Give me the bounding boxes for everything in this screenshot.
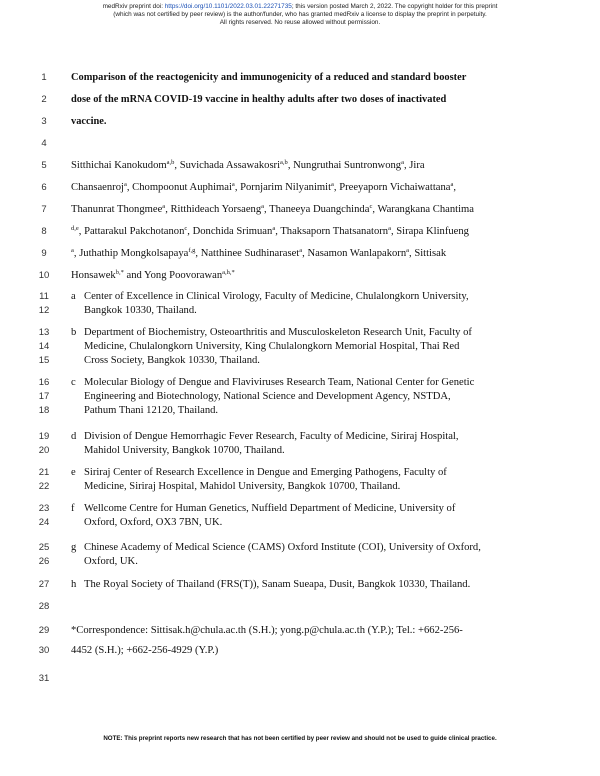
line-number: 13 [38, 327, 50, 338]
line-number: 31 [38, 673, 50, 684]
header-line-2: (which was not certified by peer review) is the author/funder, who has granted medRxiv a license to display the preprint in perpetuity. [113, 11, 487, 18]
author-affiliation: a [406, 247, 410, 254]
line-number: 25 [38, 542, 50, 553]
author-name: Preeyaporn Vichaiwattana [339, 182, 451, 193]
line-number: 23 [38, 503, 50, 514]
affiliation-text: Medicine, Siriraj Hospital, Mahidol University, Bangkok 10700, Thailand. [84, 481, 401, 492]
author-affiliation: a [272, 225, 276, 232]
author-affiliation: a [123, 181, 127, 188]
affiliation-label: f [71, 503, 75, 514]
line-row [0, 225, 600, 241]
doi-link[interactable]: https://doi.org/10.1101/2022.03.01.22271735 [164, 3, 292, 10]
line-row [0, 247, 600, 263]
header-version-text: ; this version posted March 2, 2022. The copyright holder for this preprint [291, 3, 498, 10]
line-row [0, 71, 600, 87]
line-number: 28 [38, 601, 50, 612]
line-row [0, 115, 600, 131]
line-row [0, 181, 600, 197]
line-row [0, 480, 600, 496]
author-name: Natthinee Sudhinaraset [200, 248, 300, 259]
line-number: 10 [38, 270, 50, 281]
line-number: 5 [41, 160, 47, 171]
author-name: Sitthichai Kanokudom [71, 160, 167, 171]
line-row [0, 137, 600, 153]
affiliation-text: Engineering and Biotechnology, National Science and Development Agency, NSTDA, [84, 391, 451, 402]
author-affiliation: a [388, 225, 391, 232]
line-number: 2 [41, 94, 47, 105]
line-row [0, 93, 600, 109]
affiliation-label: g [71, 542, 77, 553]
title-line-1: Comparison of the reactogenicity and immunogenicity of a reduced and standard booster [71, 72, 467, 83]
author-affiliation: c [369, 203, 373, 210]
affiliation-label: b [71, 327, 77, 338]
line-number: 19 [38, 431, 50, 442]
header-line-1 [0, 3, 600, 11]
line-number: 14 [38, 341, 50, 352]
author-line-3: Thanunrat Thongmee$^a$, Ritthideach Yorsaeng$^a$, Thaneeya Duangchinda$^c$, Warangkana Chantima [71, 203, 474, 215]
line-number: 4 [41, 138, 47, 149]
author-line-2: Chansaenroj$^a$, Chompoonut Auphimai$^a$, Pornjarim Nilyanimit$^a$, Preeyaporn Vichaiwattana$^a$, [71, 181, 457, 193]
line-row [0, 404, 600, 420]
author-name: Nungruthai Suntronwong [293, 160, 402, 171]
author-name: Warangkana Chantima [377, 204, 474, 215]
line-number: 29 [38, 625, 50, 636]
header-doi-prefix: medRxiv preprint doi: [102, 3, 165, 10]
author-name: Chompoonut Auphimai [132, 182, 232, 193]
affiliation-text: Center of Excellence in Clinical Virology, Faculty of Medicine, Chulalongkorn University, [84, 291, 469, 302]
affiliation-label: c [71, 377, 76, 388]
author-name: Yong Poovorawan [144, 270, 223, 281]
correspondence-line-2: 4452 (S.H.); +662-256-4929 (Y.P.) [71, 645, 219, 656]
line-number: 17 [38, 391, 50, 402]
author-affiliation: a [299, 247, 303, 254]
affiliation-text: Wellcome Centre for Human Genetics, Nuffield Department of Medicine, University of [84, 503, 456, 514]
line-row [0, 578, 600, 594]
author-affiliation: a [331, 181, 334, 188]
line-row [0, 444, 600, 460]
line-number: 20 [38, 445, 50, 456]
line-row [0, 672, 600, 688]
line-number: 24 [38, 517, 50, 528]
line-number: 27 [38, 579, 50, 590]
author-name: Donchida Srimuan [192, 226, 273, 237]
line-number: 16 [38, 377, 50, 388]
author-name: Ritthideach Yorsaeng [170, 204, 262, 215]
line-number: 9 [41, 248, 47, 259]
line-number: 26 [38, 556, 50, 567]
author-line-6: Honsawek$^{b,*}$ and Yong Poovorawan$^{a,h,*}$ [71, 269, 235, 281]
line-row [0, 354, 600, 370]
affiliation-label: d [71, 431, 77, 442]
author-affiliation: a [231, 181, 235, 188]
author-line-1: Sitthichai Kanokudom$^{a,b}$, Suvichada Assawakosri$^{a,b}$, Nungruthai Suntronwong$^a$, Jira [71, 159, 425, 171]
author-name: Sirapa Klinfueng [396, 226, 469, 237]
affiliation-text: Oxford, UK. [84, 556, 138, 567]
preprint-header [0, 3, 600, 27]
affiliation-text: Oxford, Oxford, OX3 7BN, UK. [84, 517, 223, 528]
author-affiliation: a [71, 247, 74, 254]
line-row [0, 600, 600, 616]
affiliation-text: Chinese Academy of Medical Science (CAMS) Oxford Institute (COI), University of Oxford, [84, 542, 481, 553]
author-affiliation: c [184, 225, 188, 232]
affiliation-text: Mahidol University, Bangkok 10700, Thailand. [84, 445, 285, 456]
author-line-5: $^a$, Juthathip Mongkolsapaya$^{f,g}$, Natthinee Sudhinaraset$^a$, Nasamon Wanlapakorn$^a$, Sittisak [71, 247, 447, 259]
line-row [0, 516, 600, 532]
line-number: 6 [41, 182, 47, 193]
line-number: 21 [38, 467, 50, 478]
affiliation-text: Pathum Thani 12120, Thailand. [84, 405, 219, 416]
author-line-4: $^{d,e}$, Pattarakul Pakchotanon$^c$, Donchida Srimuan$^a$, Thaksaporn Thatsanatorn$^a$, Sirapa Klinfueng [71, 225, 469, 237]
line-row [0, 644, 600, 660]
author-affiliation: a [401, 159, 404, 166]
title-line-2: dose of the mRNA COVID-19 vaccine in healthy adults after two doses of inactivated [71, 94, 447, 105]
line-number: 1 [41, 72, 47, 83]
line-number: 30 [38, 645, 50, 656]
line-row [0, 269, 600, 285]
affiliation-text: The Royal Society of Thailand (FRS(T)), Sanam Sueapa, Dusit, Bangkok 10330, Thailand. [84, 579, 471, 590]
author-name: Thaneeya Duangchinda [269, 204, 370, 215]
line-number: 18 [38, 405, 50, 416]
affiliation-text: Division of Dengue Hemorrhagic Fever Research, Faculty of Medicine, Siriraj Hospital, [84, 431, 459, 442]
author-name: Juthathip Mongkolsapaya [79, 248, 189, 259]
author-affiliation: a,b [280, 159, 288, 166]
affiliation-text: Bangkok 10330, Thailand. [84, 305, 197, 316]
line-row [0, 159, 600, 175]
header-line-3: All rights reserved. No reuse allowed without permission. [219, 19, 381, 26]
affiliation-label: e [71, 467, 76, 478]
line-number: 8 [41, 226, 47, 237]
line-row [0, 304, 600, 320]
line-number: 22 [38, 481, 50, 492]
affiliation-text: Molecular Biology of Dengue and Flaviviruses Research Team, National Center for Genetic [84, 377, 475, 388]
author-name: Nasamon Wanlapakorn [307, 248, 407, 259]
affiliation-label: a [71, 291, 76, 302]
author-name: Pornjarim Nilyanimit [240, 182, 332, 193]
line-number: 7 [41, 204, 47, 215]
affiliation-text: Siriraj Center of Research Excellence in Dengue and Emerging Pathogens, Faculty of [84, 467, 447, 478]
line-number: 12 [38, 305, 50, 316]
author-name: Pattarakul Pakchotanon [84, 226, 185, 237]
author-name: Thaksaporn Thatsanatorn [280, 226, 389, 237]
author-affiliation: f,g [188, 247, 196, 254]
affiliation-text: Medicine, Chulalongkorn University, King Chulalongkorn Memorial Hospital, Thai Red [84, 341, 460, 352]
author-affiliation: a [162, 203, 166, 210]
line-number: 3 [41, 116, 47, 127]
title-line-3: vaccine. [71, 116, 107, 127]
affiliation-text: Cross Society, Bangkok 10330, Thailand. [84, 355, 260, 366]
author-affiliation: a [450, 181, 454, 188]
author-affiliation: a,h,* [222, 269, 235, 276]
line-row [0, 624, 600, 640]
author-affiliation: a [261, 203, 265, 210]
affiliation-label: h [71, 579, 77, 590]
preprint-footer-note: NOTE: This preprint reports new research that has not been certified by peer review and should not be used to guide clinical practice. [103, 735, 497, 742]
line-number: 11 [39, 291, 49, 302]
line-number: 15 [38, 355, 50, 366]
author-affiliation: a,b [166, 159, 175, 166]
author-affiliation: b,* [115, 269, 124, 276]
affiliation-text: Department of Biochemistry, Osteoarthritis and Musculoskeleton Research Unit, Faculty of [84, 327, 472, 338]
author-name: Suvichada Assawakosri [179, 160, 281, 171]
correspondence-line-1: *Correspondence: Sittisak.h@chula.ac.th (S.H.); yong.p@chula.ac.th (Y.P.); Tel.: +662-256- [71, 625, 463, 636]
line-row [0, 203, 600, 219]
author-name: Thanunrat Thongmee [71, 204, 163, 215]
author-affiliation: d,e [71, 225, 79, 232]
line-row [0, 555, 600, 571]
